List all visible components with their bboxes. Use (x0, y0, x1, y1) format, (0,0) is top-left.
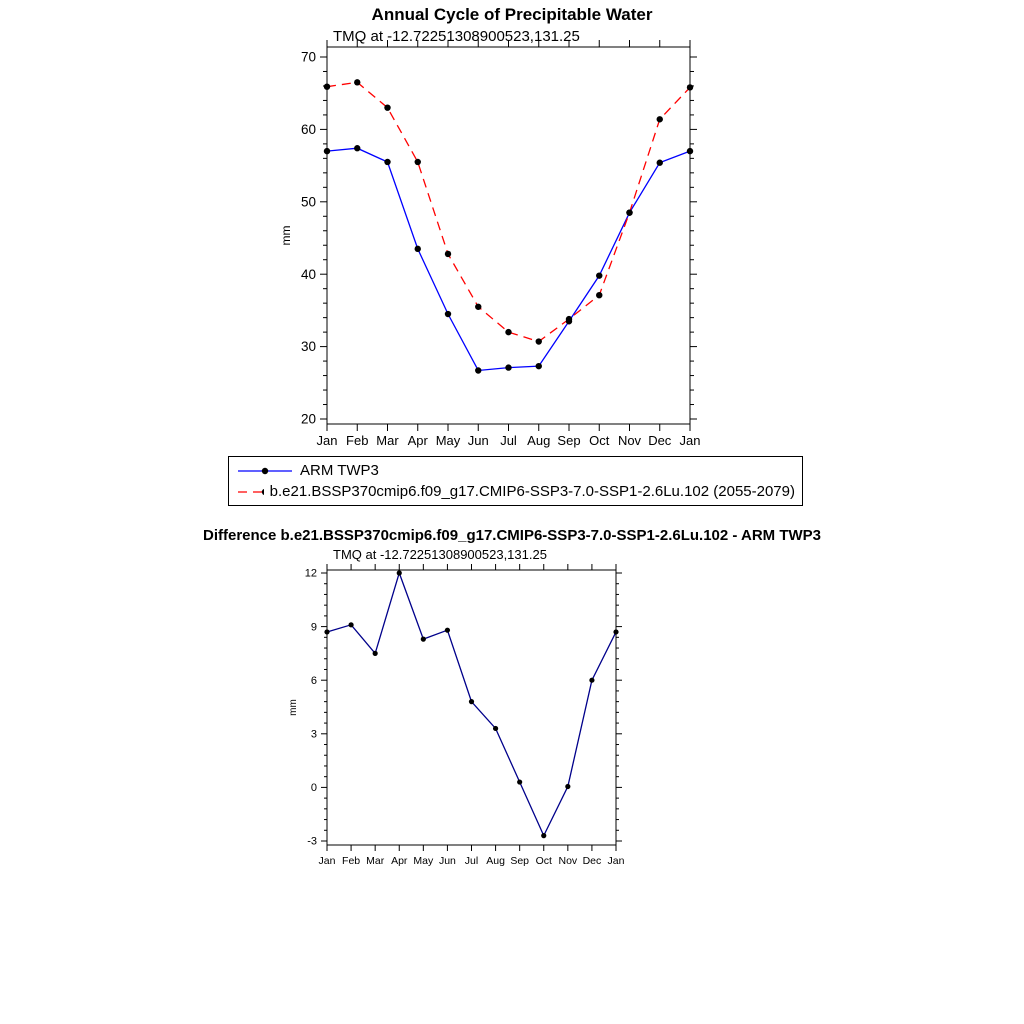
y-tick-label: 3 (310, 728, 317, 741)
x-tick-label: Dec (648, 433, 672, 448)
data-marker (445, 628, 450, 633)
data-marker (475, 367, 481, 373)
x-tick-label: Jan (316, 433, 338, 448)
x-tick-label: Feb (346, 433, 369, 448)
legend-line-sample-red (236, 486, 264, 498)
legend-sample-marker (262, 467, 268, 473)
data-marker (596, 292, 602, 298)
x-tick-label: May (413, 855, 434, 867)
bottom-chart-subtitle: TMQ at -12.72251308900523,131.25 (333, 547, 547, 562)
bottom-chart-canvas (280, 562, 650, 877)
data-marker (687, 148, 693, 154)
data-marker (445, 251, 451, 257)
data-marker (657, 116, 663, 122)
x-tick-label: Jan (679, 433, 701, 448)
data-marker (384, 159, 390, 165)
data-marker (541, 833, 546, 838)
x-tick-label: Jun (467, 433, 489, 448)
y-tick-label: 60 (300, 121, 316, 137)
data-marker (517, 779, 522, 784)
data-marker (421, 637, 426, 642)
x-tick-label: Sep (557, 433, 581, 448)
x-tick-label: Jun (438, 855, 456, 867)
x-tick-label: Apr (407, 433, 428, 448)
data-marker (493, 726, 498, 731)
legend-sample-marker (262, 488, 264, 494)
bottom-chart-title: Difference b.e21.BSSP370cmip6.f09_g17.CMIP6-SSP3-7.0-SSP1-2.6Lu.102 - ARM TWP3 (202, 527, 821, 544)
x-tick-label: Mar (376, 433, 399, 448)
data-marker (565, 784, 570, 789)
top-chart-canvas (270, 30, 730, 454)
data-marker (626, 209, 632, 215)
x-tick-label: Aug (527, 433, 551, 448)
data-marker (505, 329, 511, 335)
data-marker (566, 316, 572, 322)
legend-box (228, 456, 803, 506)
series-line-solid (327, 148, 690, 370)
data-marker (415, 159, 421, 165)
data-marker (373, 651, 378, 656)
y-axis-label: mm (279, 225, 293, 246)
data-marker (469, 699, 474, 704)
x-tick-label: Mar (366, 855, 385, 867)
plot-border (327, 570, 616, 845)
data-marker (445, 311, 451, 317)
legend-entry-model (236, 481, 795, 502)
series-line-dashed (327, 82, 690, 341)
data-marker (324, 148, 330, 154)
data-marker (324, 83, 330, 89)
data-marker (536, 363, 542, 369)
y-tick-label: 9 (310, 621, 317, 634)
data-marker (613, 629, 618, 634)
data-marker (596, 272, 602, 278)
data-marker (536, 338, 542, 344)
data-marker (657, 160, 663, 166)
y-tick-label: -3 (307, 835, 317, 848)
top-chart-subtitle: TMQ at -12.72251308900523,131.25 (333, 28, 580, 45)
legend-entry-arm-twp3 (236, 460, 795, 481)
x-tick-label: Jul (464, 855, 479, 867)
data-marker (348, 622, 353, 627)
x-tick-label: Feb (342, 855, 361, 867)
y-tick-label: 30 (300, 339, 316, 355)
legend-label-model: b.e21.BSSP370cmip6.f09_g17.CMIP6-SSP3-7.0-SSP1-2.6Lu.102 (2055-2079) (269, 483, 795, 500)
y-tick-label: 6 (310, 674, 317, 687)
y-axis-label: mm (288, 699, 299, 716)
data-marker (384, 104, 390, 110)
data-marker (397, 570, 402, 575)
data-marker (589, 678, 594, 683)
x-tick-label: Jan (318, 855, 336, 867)
y-tick-label: 20 (300, 411, 316, 427)
x-tick-label: Oct (589, 433, 610, 448)
y-tick-label: 50 (300, 194, 316, 210)
y-tick-label: 12 (304, 567, 317, 580)
data-marker (324, 629, 329, 634)
data-marker (475, 304, 481, 310)
x-tick-label: Sep (510, 855, 530, 867)
x-tick-label: May (435, 433, 461, 448)
x-tick-label: Oct (535, 855, 552, 867)
x-tick-label: Apr (391, 855, 408, 867)
y-tick-label: 40 (300, 266, 316, 282)
x-tick-label: Jul (500, 433, 517, 448)
x-tick-label: Nov (558, 855, 578, 867)
y-tick-label: 70 (300, 49, 316, 65)
series-line-solid (327, 573, 616, 836)
x-tick-label: Aug (486, 855, 505, 867)
y-tick-label: 0 (310, 782, 317, 795)
data-marker (415, 246, 421, 252)
legend-line-sample-blue (236, 465, 294, 477)
top-chart-title: Annual Cycle of Precipitable Water (371, 5, 653, 24)
x-tick-label: Dec (582, 855, 602, 867)
data-marker (505, 364, 511, 370)
data-marker (354, 79, 360, 85)
data-marker (687, 84, 693, 90)
data-marker (354, 145, 360, 151)
legend-label-arm-twp3: ARM TWP3 (300, 462, 379, 479)
x-tick-label: Nov (617, 433, 642, 448)
x-tick-label: Jan (607, 855, 625, 867)
